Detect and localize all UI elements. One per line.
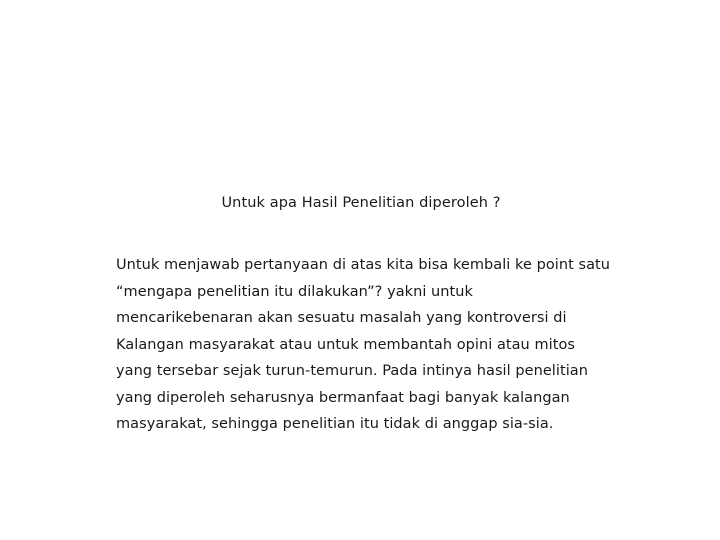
body-line-6: yang diperoleh seharusnya bermanfaat bagi banyak kalangan	[116, 389, 570, 406]
body-line-5: yang tersebar sejak turun-temurun. Pada intinya hasil penelitian	[116, 363, 588, 379]
body-line-2: “mengapa penelitian itu dilakukan”? yakni untuk	[116, 283, 473, 300]
slide-body-paragraph	[116, 252, 676, 438]
body-line-7: masyarakat, sehingga penelitian itu tidak di anggap sia-sia.	[116, 416, 554, 432]
body-line-4: Kalangan masyarakat atau untuk membantah opini atau mitos	[116, 336, 575, 353]
slide-title-text: Untuk apa Hasil Penelitian diperoleh ?	[221, 195, 501, 211]
slide-title	[0, 192, 720, 214]
body-line-1: Untuk menjawab pertanyaan di atas kita bisa kembali ke point satu	[116, 257, 610, 273]
body-line-3: mencarikebenaran akan sesuatu masalah yang kontroversi di	[116, 310, 567, 326]
